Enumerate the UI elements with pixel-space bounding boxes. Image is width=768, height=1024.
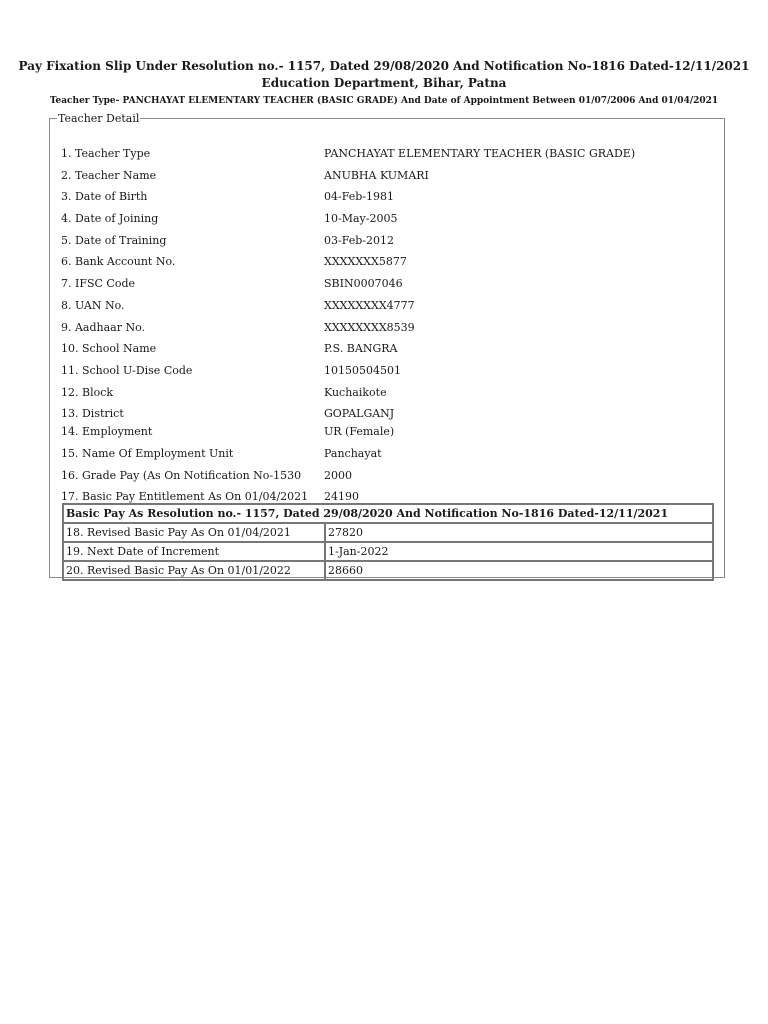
table-row — [63, 561, 713, 580]
detail-row-aadhaar-no — [61, 317, 713, 339]
detail-value: 10150504501 — [324, 363, 401, 377]
detail-row-date-of-birth — [61, 186, 713, 208]
detail-value: ANUBHA KUMARI — [324, 168, 429, 182]
teacher-type-subtitle: Teacher Type- PANCHAYAT ELEMENTARY TEACHER (BASIC GRADE) And Date of Appointment Between 01/07/2006 And 01/04/2021 — [49, 96, 719, 106]
detail-label: 8. UAN No. — [61, 298, 125, 312]
detail-label: 7. IFSC Code — [61, 277, 136, 291]
basic-pay-table — [62, 503, 714, 581]
detail-value: GOPALGANJ — [324, 407, 395, 421]
detail-value: XXXXXXXX8539 — [324, 320, 415, 334]
detail-value: 03-Feb-2012 — [324, 233, 395, 247]
detail-label: 13. District — [61, 407, 124, 421]
detail-value: Kuchaikote — [324, 385, 387, 399]
detail-value: P.S. BANGRA — [324, 342, 398, 356]
detail-label: 16. Grade Pay (As On Notification No-1530 — [61, 468, 302, 482]
detail-label: 9. Aadhaar No. — [61, 320, 146, 334]
table-row — [63, 523, 713, 542]
detail-value: UR (Female) — [324, 425, 395, 439]
detail-value: XXXXXXX5877 — [324, 255, 407, 269]
detail-value: SBIN0007046 — [324, 277, 403, 291]
detail-label: 14. Employment — [61, 425, 153, 439]
detail-label: 3. Date of Birth — [61, 190, 148, 204]
detail-row-employment — [61, 421, 713, 443]
teacher-detail-list — [61, 143, 713, 508]
detail-label: 6. Bank Account No. — [61, 255, 176, 269]
table-row — [63, 542, 713, 561]
teacher-detail-legend: Teacher Detail — [58, 112, 140, 125]
detail-value: 04-Feb-1981 — [324, 190, 395, 204]
detail-row-date-of-training — [61, 230, 713, 252]
basic-pay-heading: Basic Pay As Resolution no.- 1157, Dated 29/08/2020 And Notification No-1816 Dated-12/11/2021 — [63, 504, 713, 523]
detail-value: XXXXXXXX4777 — [324, 298, 415, 312]
pay-value: 27820 — [325, 523, 713, 542]
detail-row-ifsc-code — [61, 273, 713, 295]
pay-value: 28660 — [325, 561, 713, 580]
teacher-detail-section — [49, 112, 725, 578]
detail-label: 5. Date of Training — [61, 233, 167, 247]
detail-row-bank-account — [61, 251, 713, 273]
slip-title: Pay Fixation Slip Under Resolution no.- 1157, Dated 29/08/2020 And Notification No-1816 Dated-12/11/2021 — [18, 59, 750, 73]
detail-label: 2. Teacher Name — [61, 168, 157, 182]
detail-row-teacher-name — [61, 165, 713, 187]
detail-value: PANCHAYAT ELEMENTARY TEACHER (BASIC GRADE) — [324, 147, 636, 160]
detail-label: 12. Block — [61, 385, 114, 399]
detail-row-employment-unit — [61, 443, 713, 465]
detail-row-grade-pay — [61, 465, 713, 487]
detail-label: 11. School U-Dise Code — [61, 363, 193, 377]
pay-label: 20. Revised Basic Pay As On 01/01/2022 — [63, 561, 325, 580]
detail-value: 2000 — [324, 468, 352, 482]
detail-value: 24190 — [324, 490, 359, 504]
detail-value: Panchayat — [324, 446, 382, 460]
department-name: Education Department, Bihar, Patna — [261, 76, 507, 90]
detail-label: 10. School Name — [61, 342, 157, 356]
slip-header — [0, 58, 768, 108]
detail-row-school-udise-code — [61, 360, 713, 382]
pay-label: 18. Revised Basic Pay As On 01/04/2021 — [63, 523, 325, 542]
detail-row-district — [61, 403, 713, 421]
detail-label: 4. Date of Joining — [61, 212, 159, 226]
detail-row-block — [61, 382, 713, 404]
detail-row-uan-no — [61, 295, 713, 317]
detail-row-date-of-joining — [61, 208, 713, 230]
table-header-row — [63, 504, 713, 523]
detail-label: 17. Basic Pay Entitlement As On 01/04/2021 — [61, 490, 309, 504]
pay-value: 1-Jan-2022 — [325, 542, 713, 561]
detail-label: 15. Name Of Employment Unit — [61, 446, 234, 460]
detail-label: 1. Teacher Type — [61, 147, 151, 160]
detail-row-school-name — [61, 338, 713, 360]
detail-value: 10-May-2005 — [324, 212, 398, 226]
detail-row-teacher-type — [61, 143, 713, 165]
pay-label: 19. Next Date of Increment — [63, 542, 325, 561]
